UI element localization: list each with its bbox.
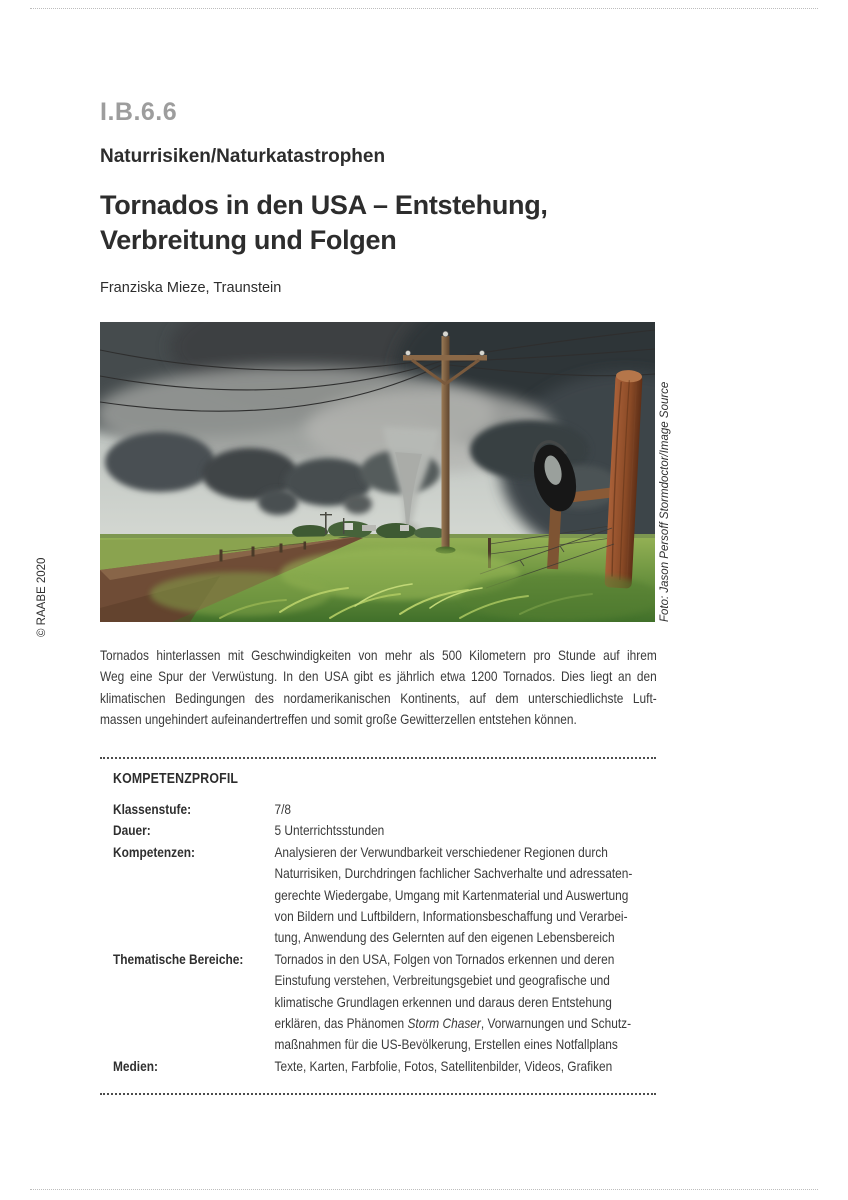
copyright-raabe: © RAABE 2020	[36, 557, 48, 637]
page-title-line1: Tornados in den USA – Entstehung,	[100, 190, 548, 220]
profile-row	[113, 949, 655, 1056]
text-line: von Bildern und Luftbildern, Informationsbeschaffung und Verarbei-	[274, 908, 628, 925]
text-line: Tornados hinterlassen mit Geschwindigkeiten von mehr als 500 Kilometern pro Stunde auf ihrem	[100, 647, 657, 663]
tornado-photo	[100, 322, 655, 622]
profile-row	[113, 799, 655, 820]
text-line: Weg eine Spur der Verwüstung. In den USA gibt es jährlich etwa 1200 Tornados. Dies liegt an den	[100, 668, 657, 685]
profile-label: Dauer:	[113, 822, 151, 839]
separator-top	[100, 757, 656, 759]
profile-row	[113, 842, 655, 949]
category-heading: Naturrisiken/Naturkatastrophen	[100, 146, 386, 167]
profile-value	[275, 1056, 656, 1077]
author-line: Franziska Mieze, Traunstein	[100, 280, 282, 296]
photo-credit: Foto: Jason Persoff Stormdoctor/Image Source	[659, 381, 671, 622]
text-line: massen ungehindert aufeinandertreffen und somit große Gewitterzellen entstehen können.	[100, 711, 577, 728]
text-line: Analysieren der Verwundbarkeit verschiedener Regionen durch	[274, 843, 608, 860]
text-line: Texte, Karten, Farbfolie, Fotos, Satellitenbilder, Videos, Grafiken	[274, 1057, 613, 1074]
profile-label: Klassenstufe:	[113, 801, 192, 817]
text-line: klimatische Grundlagen erkennen und daraus deren Entstehung	[274, 993, 612, 1010]
profile-row	[113, 1056, 655, 1077]
profile-value	[275, 842, 656, 949]
profile-heading: KOMPETENZPROFIL	[113, 771, 239, 787]
profile-value	[275, 820, 656, 841]
text-line: maßnahmen für die US-Bevölkerung, Erstellen eines Notfallplans	[274, 1036, 618, 1053]
profile-label: Thematische Bereiche:	[113, 950, 244, 967]
text-line: gerechte Wiedergabe, Umgang mit Kartenmaterial und Auswertung	[274, 886, 629, 903]
text-line: klimatischen Bedingungen des nordamerikanischen Kontinents, auf dem unterschiedlichste Luft-	[100, 689, 657, 706]
text-line: Einstufung verstehen, Verbreitungsgebiet und geografische und	[274, 972, 610, 989]
page-title	[100, 188, 548, 258]
text-line: tung, Anwendung des Gelernten auf den eigenen Lebensbereich	[274, 929, 615, 946]
profile-label: Medien:	[113, 1057, 158, 1074]
text-line: Tornados in den USA, Folgen von Tornados erkennen und deren	[274, 950, 615, 967]
profile-value	[275, 799, 656, 820]
separator-bottom	[100, 1093, 656, 1095]
tornado-photo-art	[100, 322, 655, 622]
text-line: 5 Unterrichtsstunden	[274, 822, 385, 839]
profile-value	[275, 949, 656, 1056]
profile-label: Kompetenzen:	[113, 843, 195, 860]
bottom-trim-line	[30, 1189, 818, 1190]
profile-table	[113, 799, 655, 1077]
intro-paragraph	[100, 645, 657, 731]
page-title-line2: Verbreitung und Folgen	[100, 225, 397, 255]
profile-row	[113, 820, 655, 841]
unit-code: I.B.6.6	[100, 98, 178, 126]
text-line: 7/8	[274, 801, 292, 817]
top-trim-line	[30, 8, 818, 9]
text-line: erklären, das Phänomen Storm Chaser, Vorwarnungen und Schutz-	[274, 1015, 632, 1032]
text-line: Naturrisiken, Durchdringen fachlicher Sachverhalte und adressaten-	[274, 865, 633, 882]
